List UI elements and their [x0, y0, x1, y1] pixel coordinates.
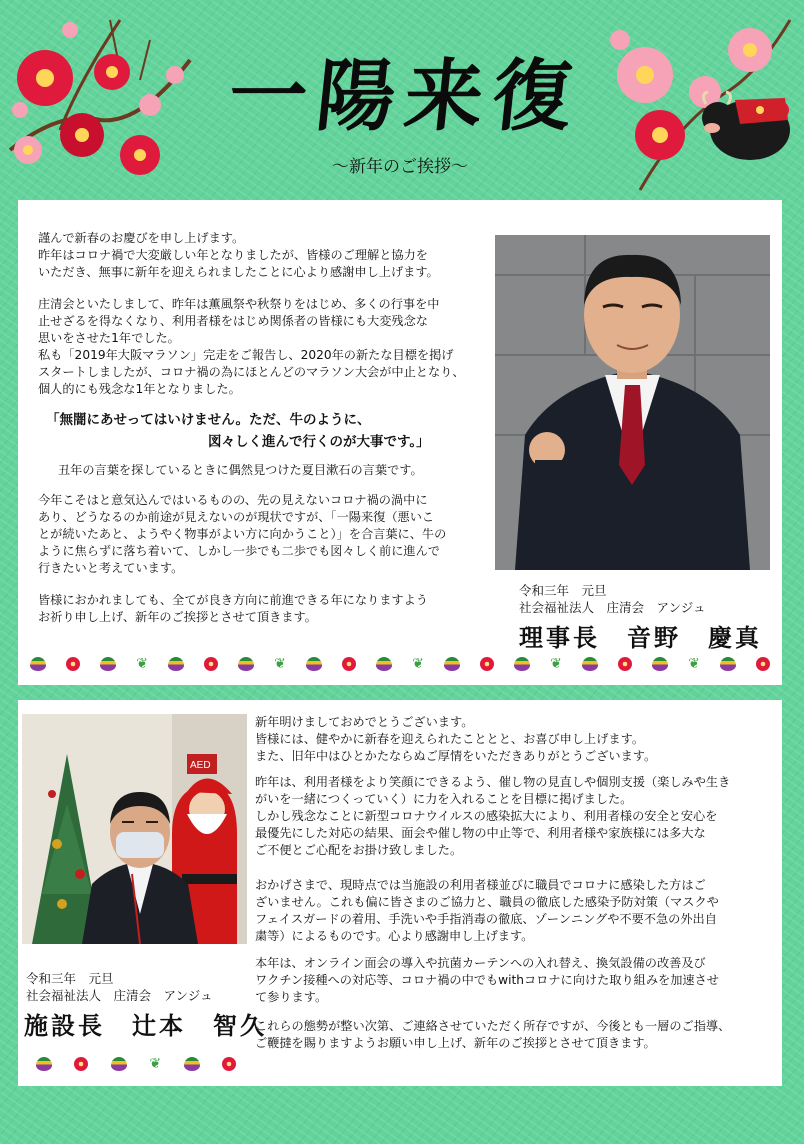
director-paragraph-5: これらの態勢が整い次第、ご連絡させていただく所存ですが、今後とも一層のご指導、 ご鞭撻を賜りますようお願い申し上げ、新年のご挨拶とさせて頂きます。 [255, 1019, 731, 1050]
quote-line-2: 図々しく進んで行くのが大事です。」 [208, 434, 430, 450]
plum-flower-icon [480, 657, 494, 671]
plum-flower-icon [756, 657, 770, 671]
spinning-top-icon [444, 657, 460, 671]
spinning-top-icon [111, 1057, 127, 1071]
plum-flower-icon [618, 657, 632, 671]
aed-sign: AED [190, 760, 211, 771]
spinning-top-icon [238, 657, 254, 671]
chairman-paragraph-4: 皆様におかれましても、全てが良き方向に前進できる年になりますよう お祈り申し上げ、新年のご挨拶とさせて頂きます。 [38, 593, 428, 624]
plum-flower-icon [74, 1057, 88, 1071]
director-photo [22, 714, 247, 944]
spinning-top-icon [582, 657, 598, 671]
director-signature: 施設長 辻本 智久 [24, 1012, 267, 1040]
chairman-paragraph-2: 庄清会といたしまして、昨年は薫風祭や秋祭りをはじめ、多くの行事を中 止せざるを得なくなり、利用者様をはじめ関係者の皆様にも大変残念な 思いをさせた1年でした。 私も「2019年大阪マラソン」完走をご報告し、2020年の新たな目標を掲げ スタートしましたが、コロナ禍の為にほとんどのマラソン大会が中止となり、 個人的にも残念な1年となりました。 [38, 297, 465, 396]
director-organization: 社会福祉法人 庄清会 アンジュ [26, 988, 213, 1003]
plum-flower-icon [204, 657, 218, 671]
leaf-icon: ❦ [149, 1056, 162, 1072]
chairman-paragraph-1: 謹んで新春のお慶びを申し上げます。 昨年はコロナ禍で大変厳しい年となりましたが、皆様のご理解と協力を いただき、無事に新年を迎えられましたことに心より感謝申し上げます。 [38, 231, 439, 279]
spinning-top-icon [514, 657, 530, 671]
leaf-icon: ❦ [688, 656, 700, 672]
leaf-icon: ❦ [136, 656, 148, 672]
leaf-icon: ❦ [412, 656, 424, 672]
plum-flower-icon [222, 1057, 236, 1071]
leaf-icon: ❦ [550, 656, 562, 672]
spinning-top-icon [100, 657, 116, 671]
page-subtitle: ～新年のご挨拶～ [332, 157, 468, 177]
chairman-paragraph-3: 今年こそはと意気込んではいるものの、先の見えないコロナ禍の渦中に あり、どうなるのか前途が見えないのが現状ですが、「一陽来復（悪いこ とが続いたあと、ようやく物事がよい方に向かうこと）」を合言葉に、牛の ように焦らずに落ち着いて、しかし一歩でも二歩でも図々しく前に進んで 行きたいと考えています。 [38, 493, 447, 575]
spinning-top-icon [720, 657, 736, 671]
spinning-top-icon [306, 657, 322, 671]
spinning-top-icon [184, 1057, 200, 1071]
page-title: 一陽来復 [224, 51, 586, 142]
chairman-date: 令和三年 元旦 [519, 583, 607, 598]
director-paragraph-1: 新年明けましておめでとうございます。 皆様には、健やかに新春を迎えられたこととと、お喜び申し上げます。 また、旧年中はひとかたならぬご厚情をいただきありがとうございます。 [255, 715, 657, 763]
spinning-top-icon [36, 1057, 52, 1071]
quote-note: 丑年の言葉を探しているときに偶然見つけた夏目漱石の言葉です。 [58, 463, 423, 477]
director-paragraph-4: 本年は、オンライン面会の導入や抗菌カーテンへの入れ替え、換気設備の改善及び ワクチン接種への対応等、コロナ禍の中でもwithコロナに向けた取り組みを加速させ て参ります。 [255, 956, 719, 1004]
chairman-signature: 理事長 音野 慶真 [519, 624, 762, 652]
director-paragraph-3: おかげさまで、現時点では当施設の利用者様並びに職員でコロナに感染した方はご ざいません。これも偏に皆さまのご協力と、職員の徹底した感染予防対策（マスクや フェイスガードの着用、手洗いや手指消毒の徹底、ゾーンニングや不要不急の外出自 粛等）によるものです。心より感謝申し上げます。 [255, 878, 719, 943]
quote-line-1: 「無闇にあせってはいけません。ただ、牛のように、 [46, 412, 371, 428]
plum-flower-icon [66, 657, 80, 671]
new-year-ornament-row [36, 1056, 236, 1072]
spinning-top-icon [652, 657, 668, 671]
director-date: 令和三年 元旦 [26, 971, 114, 986]
spinning-top-icon [168, 657, 184, 671]
plum-blossom-right-decoration [600, 0, 804, 200]
spinning-top-icon [30, 657, 46, 671]
plum-flower-icon [342, 657, 356, 671]
plum-blossom-left-decoration [0, 0, 210, 200]
chairman-photo [495, 235, 770, 570]
new-year-ornament-row [30, 656, 770, 672]
chairman-organization: 社会福祉法人 庄清会 アンジュ [519, 600, 706, 615]
spinning-top-icon [376, 657, 392, 671]
director-paragraph-2: 昨年は、利用者様をより笑顔にできるよう、催し物の見直しや個別支援（楽しみや生き がいを一緒につくっていく）に力を入れることを目標に掲げました。 しかし残念なことに新型コロナウイルスの感染拡大により、利用者様の安全と安心を 最優先にした対応の結果、面会や催し物の中止等で、利用者様や家族様には多大な ご不便とご心配をお掛け致しました。 [255, 775, 731, 857]
leaf-icon: ❦ [274, 656, 286, 672]
